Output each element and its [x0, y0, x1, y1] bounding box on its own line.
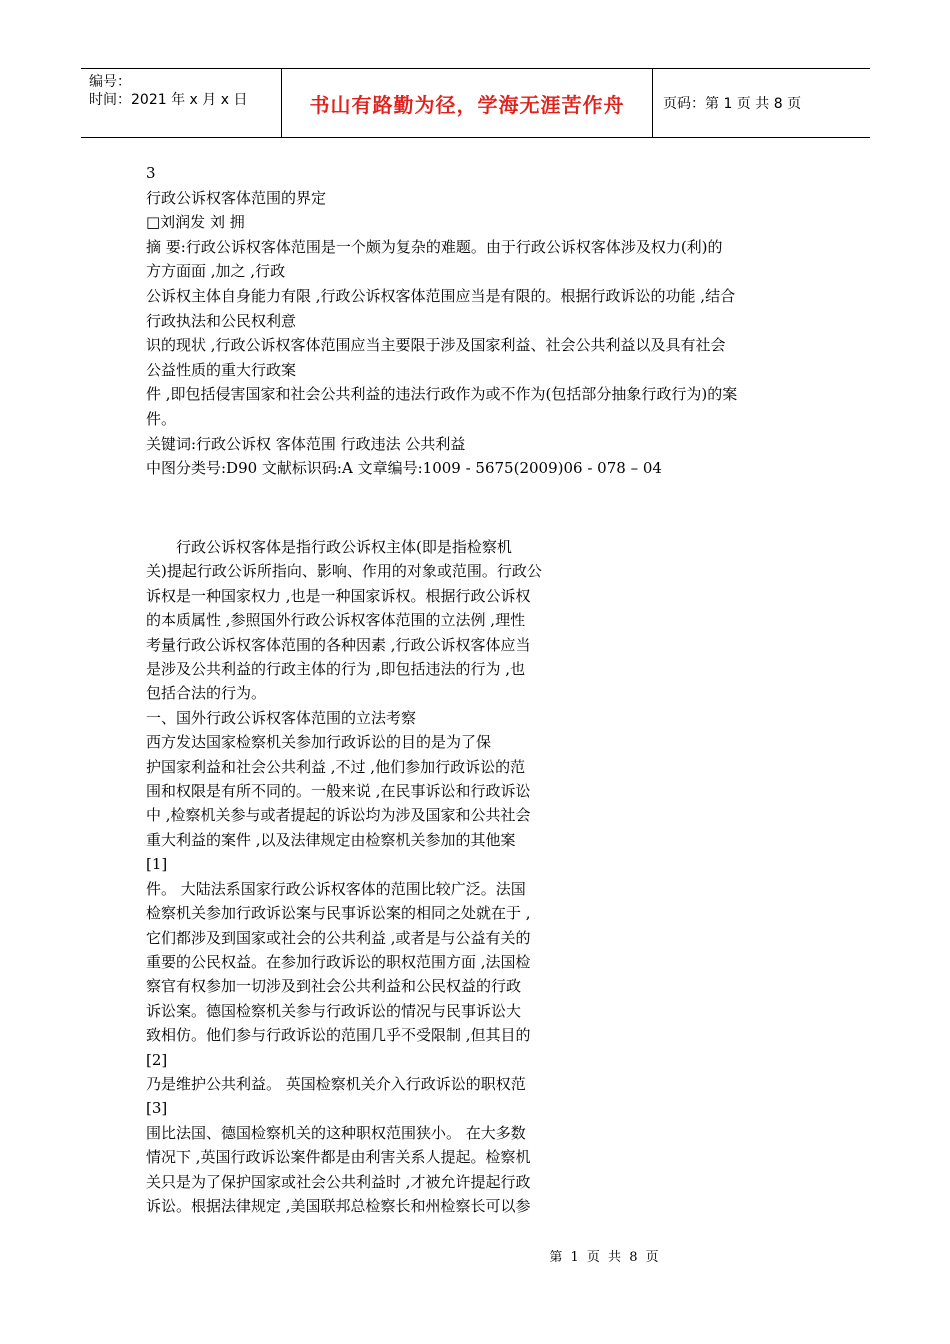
header-page-info-cell — [653, 69, 870, 137]
body-line: 情况下 ,英国行政诉讼案件都是由利害关系人提起。检察机 — [146, 1148, 531, 1167]
header-meta — [81, 69, 281, 137]
header-table — [81, 68, 870, 138]
body-line: 行政公诉权客体是指行政公诉权主体(即是指检察机 — [176, 538, 512, 556]
citation-marker: [2] — [146, 1050, 168, 1069]
section-heading: 一、国外行政公诉权客体范围的立法考察 — [146, 708, 417, 727]
time-label: 时间：2021 年 x 月 x 日 — [89, 92, 248, 108]
body-line: 包括合法的行为。 — [146, 684, 267, 703]
body-line: 察官有权参加一切涉及到社会公共利益和公民权益的行政 — [146, 977, 522, 996]
body-line: 诉讼。根据法律规定 ,美国联邦总检察长和州检察长可以参 — [146, 1196, 531, 1215]
header-motto-cell — [281, 69, 653, 137]
body-line: 西方发达国家检察机关参加行政诉讼的目的是为了保 — [146, 733, 492, 752]
body-line: 重大利益的案件 ,以及法律规定由检察机关参加的其他案 — [146, 830, 516, 849]
page-info: 页码：第 1 页 共 8 页 — [663, 96, 802, 112]
body-line: 考量行政公诉权客体范围的各种因素 ,行政公诉权客体应当 — [146, 635, 531, 654]
body-line: 诉讼案。德国检察机关参与行政诉讼的情况与民事诉讼大 — [146, 1001, 522, 1020]
body-line: 重要的公民权益。在参加行政诉讼的职权范围方面 ,法国检 — [146, 952, 531, 971]
abstract-line: 摘 要:行政公诉权客体范围是一个颇为复杂的难题。由于行政公诉权客体涉及权力(利)的 — [146, 237, 723, 256]
body-line: 护国家利益和社会公共利益 ,不过 ,他们参加行政诉讼的范 — [146, 757, 526, 776]
body-line: 关只是为了保护国家或社会公共利益时 ,才被允许提起行政 — [146, 1172, 531, 1191]
body-line: 它们都涉及到国家或社会的公共利益 ,或者是与公益有关的 — [146, 928, 531, 947]
body-line: 件。 大陆法系国家行政公诉权客体的范围比较广泛。法国 — [146, 879, 526, 898]
body-line: 的本质属性 ,参照国外行政公诉权客体范围的立法例 ,理性 — [146, 611, 526, 630]
body-section — [146, 535, 586, 1218]
body-line: 检察机关参加行政诉讼案与民事诉讼案的相同之处就在于 , — [146, 904, 531, 923]
section-number: 3 — [146, 164, 156, 182]
body-line: 乃是维护公共利益。 英国检察机关介入行政诉讼的职权范 — [146, 1074, 526, 1093]
body-line: 围和权限是有所不同的。一般来说 ,在民事诉讼和行政诉讼 — [146, 782, 531, 801]
abstract-line: 识的现状 ,行政公诉权客体范围应当主要限于涉及国家利益、社会公共利益以及具有社会 — [146, 336, 726, 355]
abstract-line: 方方面面 ,加之 ,行政 — [146, 262, 286, 281]
body-line: 中 ,检察机关参与或者提起的诉讼均为涉及国家和公共社会 — [146, 806, 531, 825]
classification: 中图分类号:D90 文献标识码:A 文章编号:1009 - 5675(2009)06 - 078 – 04 — [146, 459, 662, 478]
number-label: 编号： — [89, 74, 131, 90]
keywords: 关键词:行政公诉权 客体范围 行政违法 公共利益 — [146, 434, 466, 453]
page-footer: 第 1 页 共 8 页 — [549, 1250, 661, 1265]
body-line: 是涉及公共利益的行政主体的行为 ,即包括违法的行为 ,也 — [146, 660, 526, 679]
body-line: 围比法国、德国检察机关的这种职权范围狭小。 在大多数 — [146, 1123, 526, 1142]
body-line: 致相仿。他们参与行政诉讼的范围几乎不受限制 ,但其目的 — [146, 1026, 531, 1045]
body-line: 诉权是一种国家权力 ,也是一种国家诉权。根据行政公诉权 — [146, 586, 531, 605]
citation-marker: [3] — [146, 1099, 168, 1118]
abstract-line: 行政执法和公民权利意 — [146, 311, 297, 330]
article-title: 行政公诉权客体范围的界定 — [146, 188, 327, 207]
abstract-section — [146, 161, 816, 481]
abstract-line: 公益性质的重大行政案 — [146, 360, 297, 379]
authors: □刘润发 刘 拥 — [146, 213, 245, 232]
motto: 书山有路勤为径，学海无涯苦作舟 — [309, 92, 625, 117]
abstract-line: 件 ,即包括侵害国家和社会公共利益的违法行政作为或不作为(包括部分抽象行政行为)的案 — [146, 385, 738, 404]
citation-marker: [1] — [146, 855, 168, 874]
body-line: 关)提起行政公诉所指向、影响、作用的对象或范围。行政公 — [146, 562, 542, 581]
abstract-line: 件。 — [146, 409, 177, 428]
abstract-line: 公诉权主体自身能力有限 ,行政公诉权客体范围应当是有限的。根据行政诉讼的功能 ,结合 — [146, 286, 736, 305]
